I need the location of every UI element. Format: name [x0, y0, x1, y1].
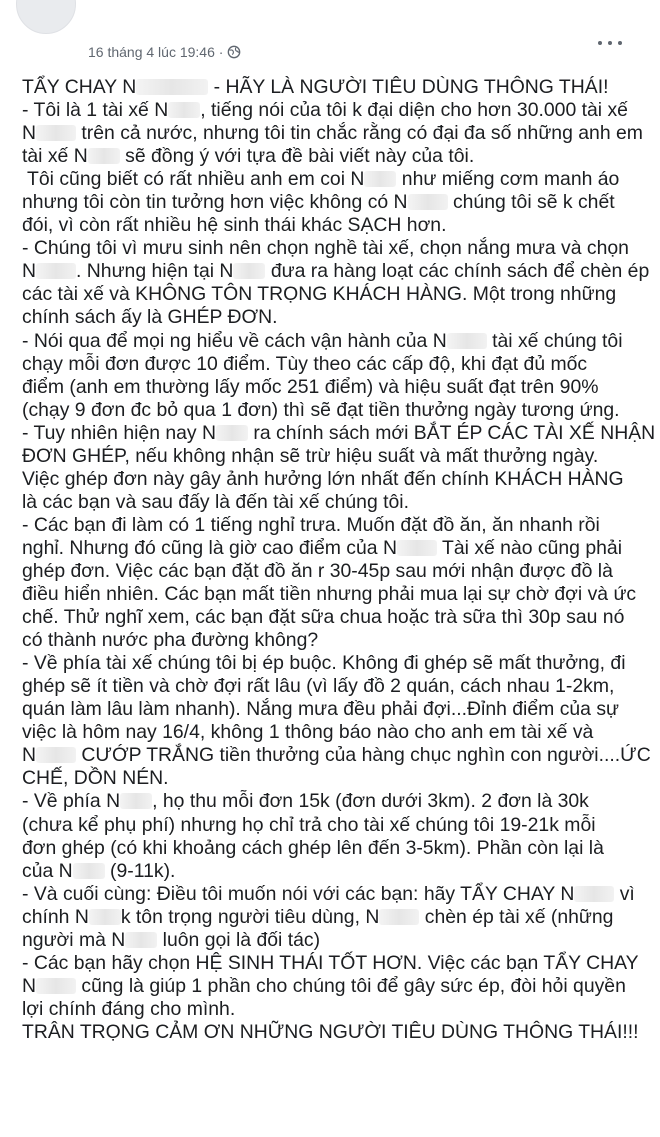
post-line	[22, 376, 656, 399]
post-line	[22, 260, 656, 283]
redacted-text	[89, 909, 121, 925]
post-text-segment: có thành nước pha đường không?	[22, 629, 319, 652]
post-text-segment: nhưng tôi còn tin tưởng hơn việc không có N	[22, 191, 408, 214]
post-text-segment: - Chúng tôi vì mưu sinh nên chọn nghề tài xế, chọn nắng mưa và chọn	[22, 237, 629, 260]
post-text-segment: - Nói qua để mọi ng hiểu về cách vận hành của N	[22, 329, 447, 352]
post-text-segment: TẨY CHAY N	[22, 76, 137, 98]
post-line	[22, 860, 656, 883]
post-text-segment: đơn ghép (có khi khoảng cách ghép lên đến 3-5km). Phần còn lại là	[22, 836, 604, 859]
post-line	[22, 675, 656, 698]
post-text-segment: Tôi cũng biết có rất nhiều anh em coi N	[22, 168, 365, 191]
post-line	[22, 883, 656, 906]
post-line	[22, 952, 656, 975]
redacted-text	[36, 747, 76, 763]
post-text-segment: Tài xế nào cũng phải	[436, 536, 623, 559]
post-line	[22, 514, 656, 537]
post-line	[22, 237, 656, 260]
redacted-text	[120, 793, 152, 809]
post-line	[22, 814, 656, 837]
post-line	[22, 145, 656, 168]
post-line	[22, 99, 656, 122]
post-text-segment: - Tuy nhiên hiện nay N	[22, 421, 217, 444]
post-text-segment: tài xế N	[22, 145, 88, 168]
post-text-segment: Việc ghép đơn này gây ảnh hưởng lớn nhất đến chính KHÁCH HÀNG	[22, 467, 624, 490]
post-text-segment: nghỉ. Nhưng đó cũng là giờ cao điểm của N	[22, 536, 397, 559]
redacted-text	[364, 171, 396, 187]
more-horizontal-icon[interactable]	[598, 36, 622, 50]
globe-icon	[227, 45, 241, 59]
post-text-segment: việc là hôm nay 16/4, không 1 thông báo nào cho anh em tài xế và	[22, 721, 594, 744]
post-text-segment: quán làm lâu làm nhanh). Nắng mưa đều phải đợi...Đỉnh điểm của sự	[22, 698, 620, 721]
post-line	[22, 353, 656, 376]
post-text-segment: chúng tôi sẽ k chết	[447, 191, 615, 214]
post-line	[22, 422, 656, 445]
post-line	[22, 698, 656, 721]
post-text-segment: , họ thu mỗi đơn 15k (đơn dưới 3km). 2 đơn là 30k	[152, 790, 589, 813]
post-text-segment: người mà N	[22, 928, 126, 951]
post-text-segment: tài xế chúng tôi	[486, 329, 623, 352]
post-text-segment: - HÃY LÀ NGƯỜI TIÊU DÙNG THÔNG THÁI!	[208, 76, 609, 98]
post-text-segment: . Nhưng hiện tại N	[76, 260, 234, 283]
post-text-segment: - Các bạn hãy chọn HỆ SINH THÁI TỐT HƠN. Việc các bạn TẨY CHAY	[22, 951, 639, 974]
post-text-segment: của N	[22, 859, 73, 882]
post-line	[22, 191, 656, 214]
post-text-segment: N	[22, 260, 37, 283]
post-line	[22, 122, 656, 145]
redacted-text	[379, 909, 419, 925]
post-line	[22, 306, 656, 329]
post-line	[22, 721, 656, 744]
redacted-text	[574, 886, 614, 902]
post-line	[22, 998, 656, 1021]
post-text-segment: chế. Thử nghĩ xem, các bạn đặt sữa chua hoặc trà sữa thì 30p sau nó	[22, 606, 625, 629]
post-line	[22, 168, 656, 191]
redacted-text	[36, 263, 76, 279]
redacted-text	[168, 102, 200, 118]
post-text-segment: ĐƠN GHÉP, nếu không nhận sẽ trừ hiệu suất và mất thưởng ngày.	[22, 444, 599, 467]
post-line	[22, 399, 656, 422]
post-text-segment: N	[22, 744, 37, 767]
post-text	[22, 76, 656, 1044]
post-text-segment: điểm (anh em thường lấy mốc 251 điểm) và hiệu suất đạt trên 90%	[22, 375, 599, 398]
post-line	[22, 652, 656, 675]
post-line	[22, 744, 656, 767]
redacted-text	[447, 333, 487, 349]
post-line	[22, 929, 656, 952]
post-line	[22, 906, 656, 929]
post-text-segment: chính sách ấy là GHÉP ĐƠN.	[22, 306, 278, 329]
post-text-segment: như miếng cơm manh áo	[396, 168, 620, 191]
post-line	[22, 283, 656, 306]
post-line	[22, 330, 656, 353]
redacted-text	[36, 978, 76, 994]
post-line	[22, 560, 656, 583]
post-text-segment: - Tôi là 1 tài xế N	[22, 99, 169, 122]
post-text-segment: (chưa kể phụ phí) nhưng họ chỉ trả cho tài xế chúng tôi 19-21k mỗi	[22, 813, 596, 836]
post-line	[22, 975, 656, 998]
redacted-text	[408, 194, 448, 210]
post-text-segment: cũng là giúp 1 phần cho chúng tôi để gây sức ép, đòi hỏi quyền	[76, 974, 626, 997]
post-line	[22, 76, 656, 99]
post-text-segment: là các bạn và sau đấy là đến tài xế chúng tôi.	[22, 490, 409, 513]
post-line	[22, 837, 656, 860]
post-line	[22, 445, 656, 468]
post-text-segment: - Các bạn đi làm có 1 tiếng nghỉ trưa. Muốn đặt đồ ăn, ăn nhanh rồi	[22, 513, 600, 536]
redacted-text	[216, 425, 248, 441]
post-line	[22, 583, 656, 606]
post-text-segment: đưa ra hàng loạt các chính sách để chèn ép	[265, 260, 650, 283]
post-line	[22, 606, 656, 629]
redacted-text	[136, 79, 208, 95]
post-text-segment: CƯỚP TRẮNG tiền thưởng của hàng chục nghìn con người....ỨC	[76, 744, 651, 767]
post-text-segment: ghép sẽ ít tiền và chờ đợi rất lâu (vì lấy đồ 2 quán, cách nhau 1-2km,	[22, 675, 615, 698]
post-text-segment: chạy mỗi đơn được 10 điểm. Tùy theo các cấp độ, khi đạt đủ mốc	[22, 352, 588, 375]
post-text-segment: CHẾ, DỒN NÉN.	[22, 767, 169, 790]
post-line	[22, 790, 656, 813]
post-line	[22, 537, 656, 560]
redacted-text	[88, 148, 120, 164]
redacted-text	[125, 932, 157, 948]
post-text-segment: sẽ đồng ý với tựa đề bài viết này của tôi.	[119, 145, 475, 168]
post-text-segment: (chạy 9 đơn đc bỏ qua 1 đơn) thì sẽ đạt tiền thưởng ngày tương ứng.	[22, 398, 620, 421]
post-text-segment: đói, vì còn rất nhiều hệ sinh thái khác SẠCH hơn.	[22, 214, 447, 237]
post-line	[22, 1021, 656, 1044]
post-text-segment: N	[22, 974, 37, 997]
post-text-segment: điều hiển nhiên. Các bạn mất tiền nhưng phải mua lại sự chờ đợi và ức	[22, 583, 637, 606]
redacted-text	[233, 263, 265, 279]
post-text-segment: (9-11k).	[104, 859, 176, 882]
post-text-segment: k tôn trọng người tiêu dùng, N	[120, 905, 380, 928]
post-text-segment: các tài xế và KHÔNG TÔN TRỌNG KHÁCH HÀNG. Một trong những	[22, 283, 617, 306]
post-line	[22, 468, 656, 491]
post-text-segment: ra chính sách mới BẮT ÉP CÁC TÀI XẾ NHẬN	[248, 421, 656, 444]
post-text-segment: vì	[614, 882, 635, 905]
post-text-segment: - Về phía tài xế chúng tôi bị ép buộc. Không đi ghép sẽ mất thưởng, đi	[22, 652, 626, 675]
post-line	[22, 629, 656, 652]
post-meta	[88, 44, 241, 60]
redacted-text	[397, 540, 437, 556]
post-text-segment: chính N	[22, 905, 89, 928]
post-text-segment: trên cả nước, nhưng tôi tin chắc rằng có đại đa số những anh em	[76, 122, 643, 145]
post-text-segment: ghép đơn. Việc các bạn đặt đồ ăn r 30-45p sau mới nhận được đồ là	[22, 559, 613, 582]
post-text-segment: , tiếng nói của tôi k đại diện cho hơn 30.000 tài xế	[200, 99, 628, 122]
post-text-segment: N	[22, 122, 37, 145]
post-text-segment: luôn gọi là đối tác)	[157, 928, 321, 951]
post-line	[22, 491, 656, 514]
post-text-segment: lợi chính đáng cho mình.	[22, 997, 236, 1020]
post-text-segment: - Và cuối cùng: Điều tôi muốn nói với các bạn: hãy TẨY CHAY N	[22, 882, 575, 905]
post-text-segment: TRÂN TRỌNG CẢM ƠN NHỮNG NGƯỜI TIÊU DÙNG THÔNG THÁI!!!	[22, 1020, 639, 1043]
post-text-segment: - Về phía N	[22, 790, 121, 813]
redacted-text	[36, 125, 76, 141]
post-timestamp[interactable]: 16 tháng 4 lúc 19:46 ·	[88, 44, 224, 60]
avatar[interactable]	[16, 0, 76, 34]
post-line	[22, 214, 656, 237]
post-header	[0, 0, 660, 78]
redacted-text	[73, 863, 105, 879]
post-text-segment: chèn ép tài xế (những	[419, 905, 614, 928]
post-line	[22, 767, 656, 790]
